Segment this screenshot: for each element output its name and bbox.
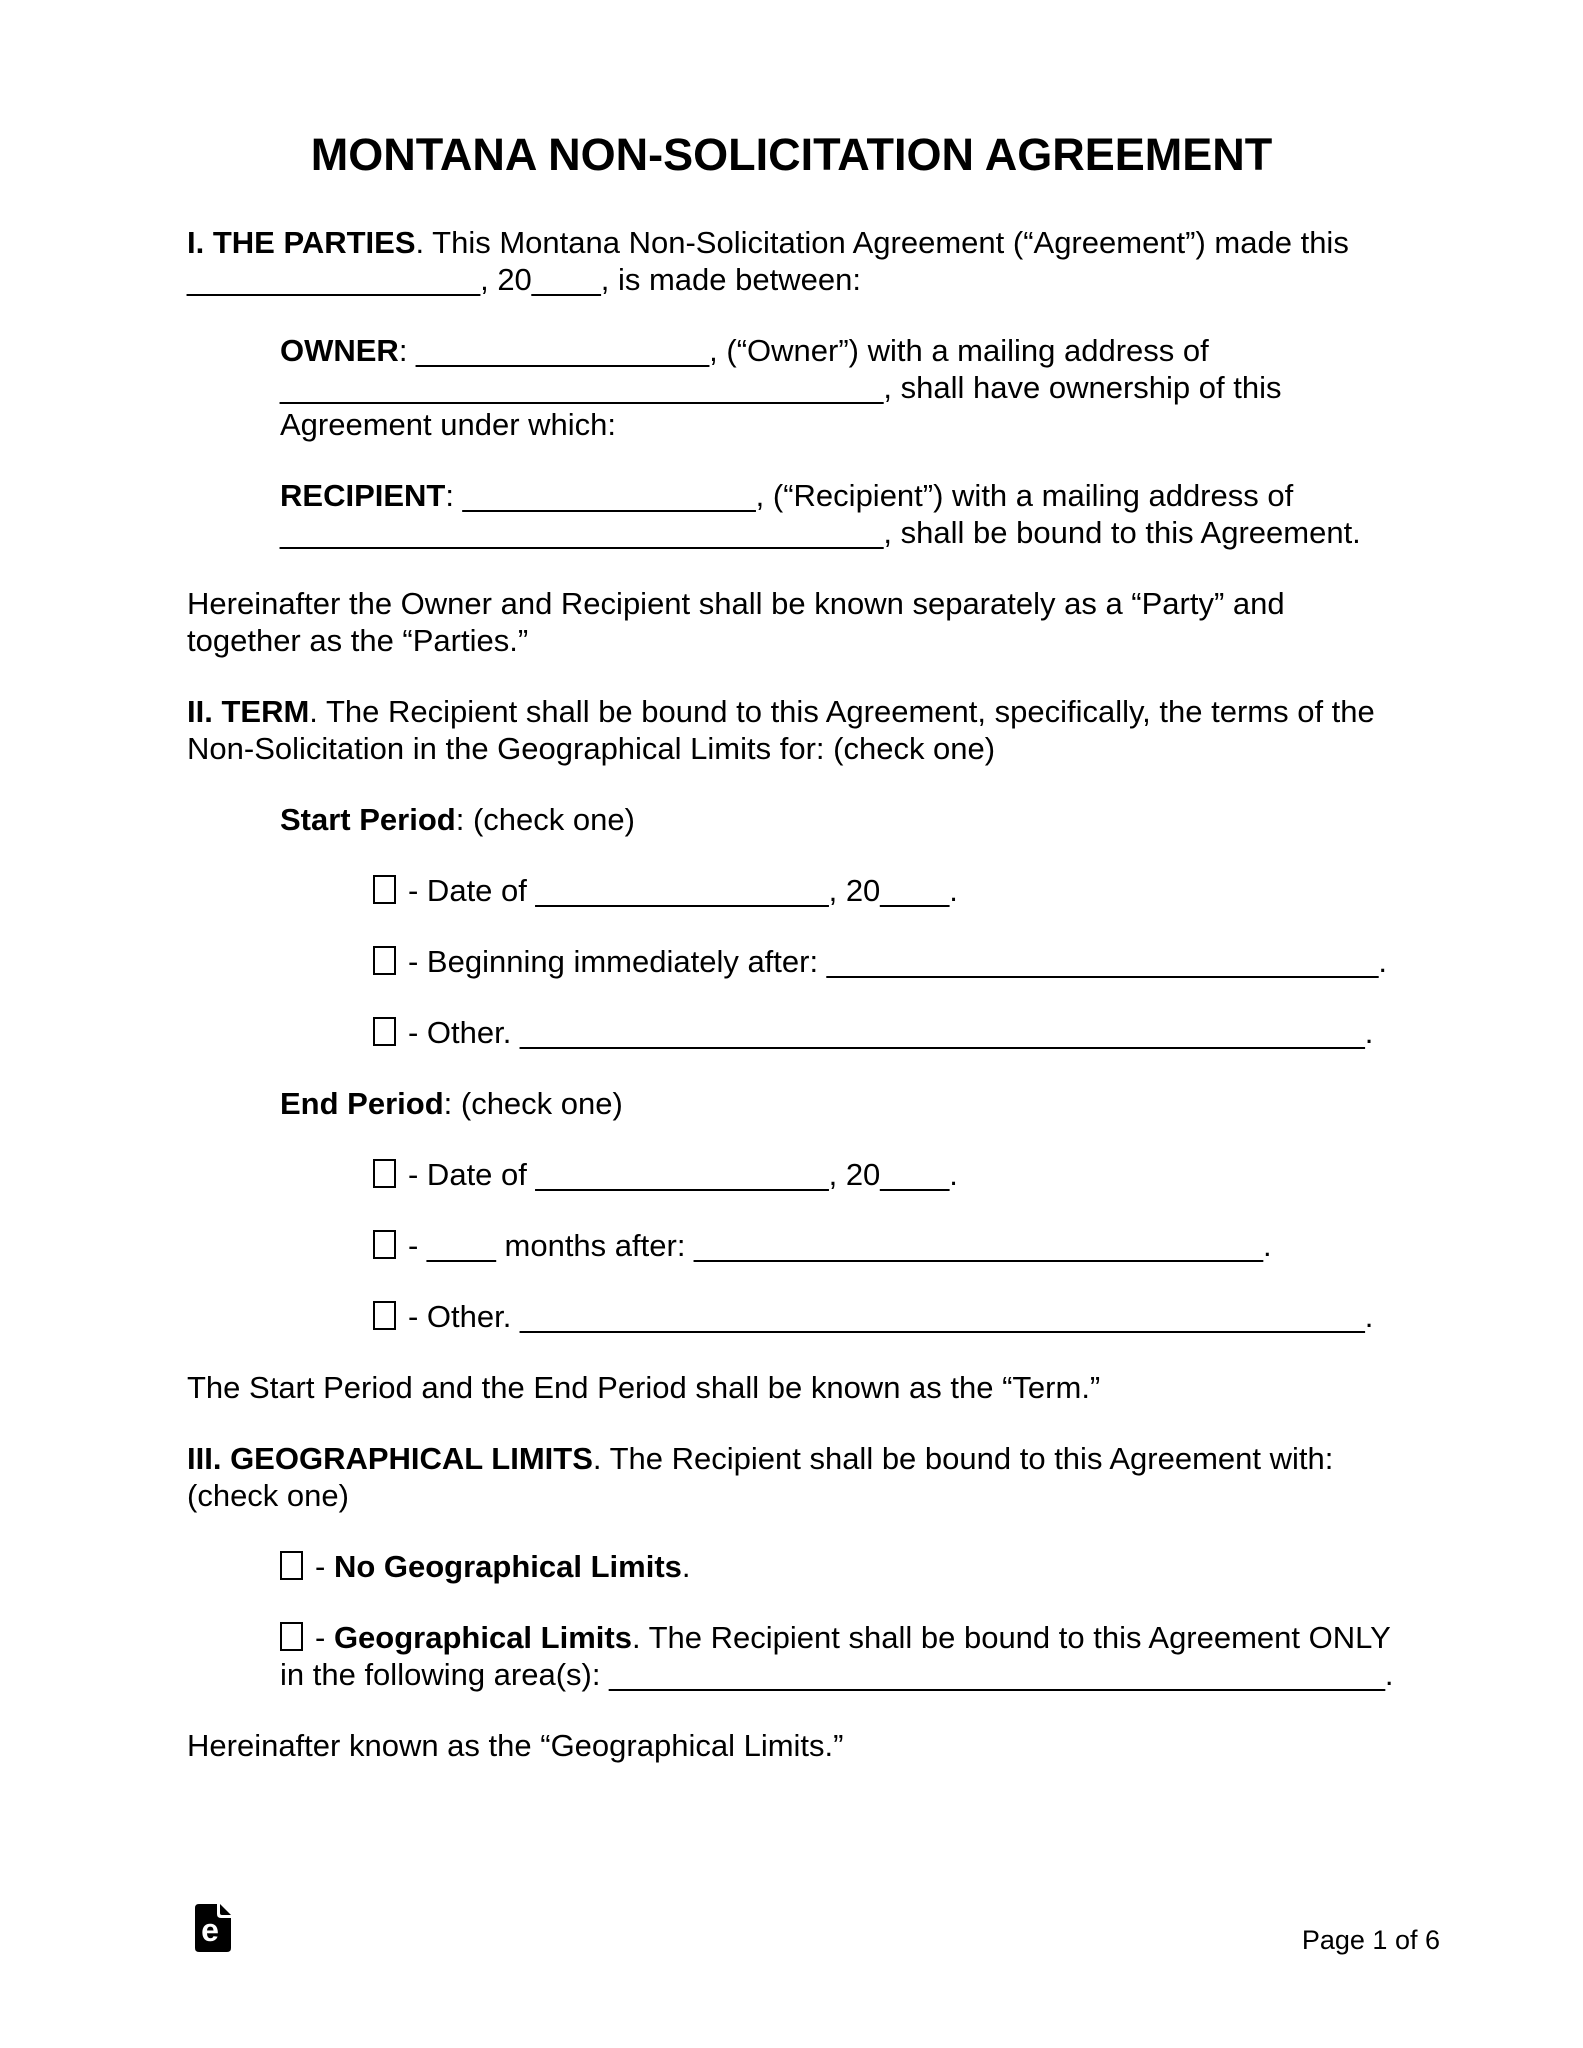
- start-option-beginning-after: [373, 943, 1440, 980]
- parties-note: [187, 585, 1440, 659]
- end-option-other: [373, 1298, 1440, 1335]
- recipient-line-1-text: : _________________, (“Recipient”) with a mailing address of: [445, 478, 1294, 513]
- end-period-label: [280, 1085, 1440, 1122]
- parties-heading: I. THE PARTIES: [187, 225, 416, 260]
- start-period-label: [280, 801, 1440, 838]
- term-note: [187, 1369, 1440, 1406]
- start-option-other: [373, 1014, 1440, 1051]
- eforms-document-logo-icon: [194, 1903, 232, 1953]
- end-option-months-after-text: - ____ months after: _________________________________.: [408, 1228, 1272, 1263]
- checkbox-icon[interactable]: [373, 946, 396, 975]
- start-option-date-text: - Date of _________________, 20____.: [408, 873, 958, 908]
- end-option-other-text: - Other. _________________________________________________.: [408, 1299, 1374, 1334]
- term-line-1-text: . The Recipient shall be bound to this Agreement, specifically, the terms of the: [309, 694, 1375, 729]
- geo-line-2: (check one): [187, 1478, 349, 1513]
- geo-note-line: Hereinafter known as the “Geographical Limits.”: [187, 1728, 844, 1763]
- checkbox-icon[interactable]: [373, 1017, 396, 1046]
- end-option-date-text: - Date of _________________, 20____.: [408, 1157, 958, 1192]
- geo-line-1-text: . The Recipient shall be bound to this Agreement with:: [592, 1441, 1334, 1476]
- term-line-2: Non-Solicitation in the Geographical Limits for: (check one): [187, 731, 996, 766]
- recipient-line-2: ___________________________________, shall be bound to this Agreement.: [280, 515, 1361, 550]
- term-note-line: The Start Period and the End Period shall be known as the “Term.”: [187, 1370, 1101, 1405]
- start-option-beginning-after-text: - Beginning immediately after: ________________________________.: [408, 944, 1388, 979]
- start-option-other-text: - Other. _________________________________________________.: [408, 1015, 1374, 1050]
- start-period-label-line: [280, 801, 1440, 838]
- geo-option-none-prefix: -: [315, 1549, 334, 1584]
- geo-note: [187, 1727, 1440, 1764]
- parties-line-1-text: . This Montana Non-Solicitation Agreement (“Agreement”) made this: [415, 225, 1349, 260]
- geo-option-limits: [280, 1619, 1440, 1693]
- recipient-block: [280, 477, 1440, 551]
- logo-letter: e: [201, 1912, 219, 1948]
- geo-option-none-rest: .: [681, 1549, 691, 1584]
- parties-line-1: [187, 224, 1440, 261]
- checkbox-icon[interactable]: [373, 1301, 396, 1330]
- recipient-label: RECIPIENT: [280, 478, 446, 513]
- checkbox-icon[interactable]: [373, 1230, 396, 1259]
- end-option-months-after: [373, 1227, 1440, 1264]
- owner-line-2: ___________________________________, shall have ownership of this: [280, 370, 1282, 405]
- section-the-parties: [187, 224, 1440, 298]
- term-line-1: [187, 693, 1440, 730]
- owner-line-1-text: : _________________, (“Owner”) with a mailing address of: [398, 333, 1209, 368]
- geo-option-limits-label: Geographical Limits: [333, 1620, 632, 1655]
- geo-line-1: [187, 1440, 1440, 1477]
- start-period-heading: Start Period: [280, 802, 456, 837]
- document-title: MONTANA NON-SOLICITATION AGREEMENT: [310, 129, 1273, 180]
- owner-line-1: [280, 332, 1440, 369]
- end-period-label-line: [280, 1085, 1440, 1122]
- end-period-heading: End Period: [280, 1086, 444, 1121]
- parties-line-2: _________________, 20____, is made between:: [187, 262, 861, 297]
- parties-note-line-2: together as the “Parties.”: [187, 623, 529, 658]
- geo-option-none: [280, 1548, 1440, 1585]
- geo-option-limits-line-1-text: . The Recipient shall be bound to this Agreement ONLY: [631, 1620, 1391, 1655]
- owner-block: [280, 332, 1440, 443]
- recipient-line-1: [280, 477, 1440, 514]
- parties-note-line-1: Hereinafter the Owner and Recipient shall be known separately as a “Party” and: [187, 586, 1285, 621]
- owner-label: OWNER: [280, 333, 399, 368]
- checkbox-icon[interactable]: [280, 1551, 303, 1580]
- geo-option-limits-line-2: in the following area(s): _____________________________________________.: [280, 1657, 1394, 1692]
- geo-option-none-label: No Geographical Limits: [333, 1549, 682, 1584]
- section-term: [187, 693, 1440, 767]
- owner-line-3: Agreement under which:: [280, 407, 617, 442]
- checkbox-icon[interactable]: [280, 1622, 303, 1651]
- geo-option-limits-line-1: [280, 1619, 1440, 1656]
- section-geographical-limits: [187, 1440, 1440, 1514]
- start-option-date: [373, 872, 1440, 909]
- page-number: Page 1 of 6: [1301, 1925, 1440, 1955]
- end-period-label-text: : (check one): [443, 1086, 623, 1121]
- checkbox-icon[interactable]: [373, 875, 396, 904]
- end-option-date: [373, 1156, 1440, 1193]
- checkbox-icon[interactable]: [373, 1159, 396, 1188]
- start-period-label-text: : (check one): [455, 802, 635, 837]
- geo-heading: III. GEOGRAPHICAL LIMITS: [187, 1441, 593, 1476]
- term-heading: II. TERM: [187, 694, 310, 729]
- geo-option-limits-prefix: -: [315, 1620, 334, 1655]
